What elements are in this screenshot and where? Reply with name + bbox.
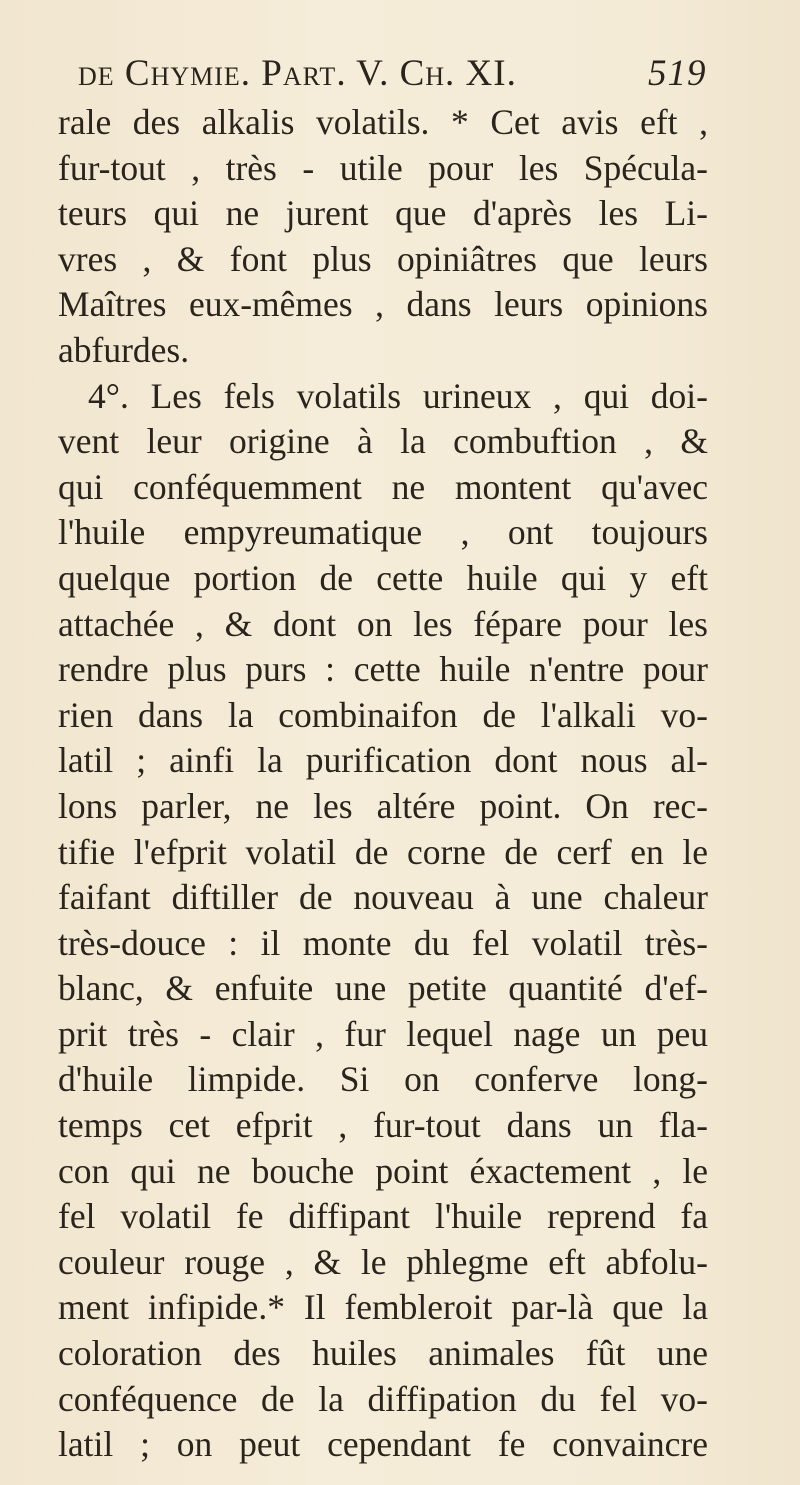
text-line: d'huile limpide. Si on conferve long- (58, 1059, 708, 1100)
body-text (58, 100, 708, 1468)
text-line: très-douce : il monte du fel volatil très- (58, 922, 708, 963)
text-line: blanc, & enfuite une petite quantité d'ef- (58, 968, 708, 1009)
text-line: couleur rouge , & le phlegme eft abfolu- (58, 1241, 708, 1282)
text-line: conféquence de la diffipation du fel vo- (58, 1378, 708, 1419)
text-line: fur-tout , très - utile pour les Spécula- (58, 147, 708, 188)
text-line: faifant diftiller de nouveau à une chaleur (58, 877, 708, 918)
text-line: l'huile empyreumatique , ont toujours (58, 512, 708, 553)
page-header (78, 52, 707, 95)
text-line: prit très - clair , fur lequel nage un peu (58, 1013, 708, 1054)
text-line: rien dans la combinaifon de l'alkali vo- (58, 694, 708, 735)
running-head: de Chymie. Part. V. Ch. XI. (78, 53, 517, 94)
text-line: 4°. Les fels volatils urineux , qui doi- (88, 375, 708, 416)
text-line: quelque portion de cette huile qui y eft (58, 557, 708, 598)
text-line: fel volatil fe diffipant l'huile reprend fa (58, 1196, 708, 1237)
text-line: abfurdes. (58, 329, 190, 370)
text-line: teurs qui ne jurent que d'après les Li- (58, 193, 708, 234)
text-line: attachée , & dont on les fépare pour les (58, 603, 708, 644)
text-line: vres , & font plus opiniâtres que leurs (58, 238, 708, 279)
text-line: rendre plus purs : cette huile n'entre pour (58, 649, 708, 690)
text-line: temps cet efprit , fur-tout dans un fla- (58, 1105, 708, 1146)
text-line: Maîtres eux-mêmes , dans leurs opinions (58, 284, 708, 325)
text-line: ment infipide.* Il fembleroit par-là que la (58, 1287, 708, 1328)
text-line: coloration des huiles animales fût une (58, 1333, 708, 1374)
text-line: qui conféquemment ne montent qu'avec (58, 466, 708, 507)
text-line: latil ; ainfi la purification dont nous al- (58, 740, 708, 781)
text-line: con qui ne bouche point éxactement , le (58, 1150, 708, 1191)
page-number: 519 (648, 53, 707, 94)
text-line: rale des alkalis volatils. * Cet avis eft , (58, 102, 708, 142)
text-line: vent leur origine à la combuftion , & (58, 421, 708, 462)
text-line: tifie l'efprit volatil de corne de cerf en le (58, 831, 708, 872)
text-line: latil ; on peut cependant fe convaincre (58, 1424, 708, 1465)
text-line: lons parler, ne les altére point. On rec- (58, 785, 708, 826)
